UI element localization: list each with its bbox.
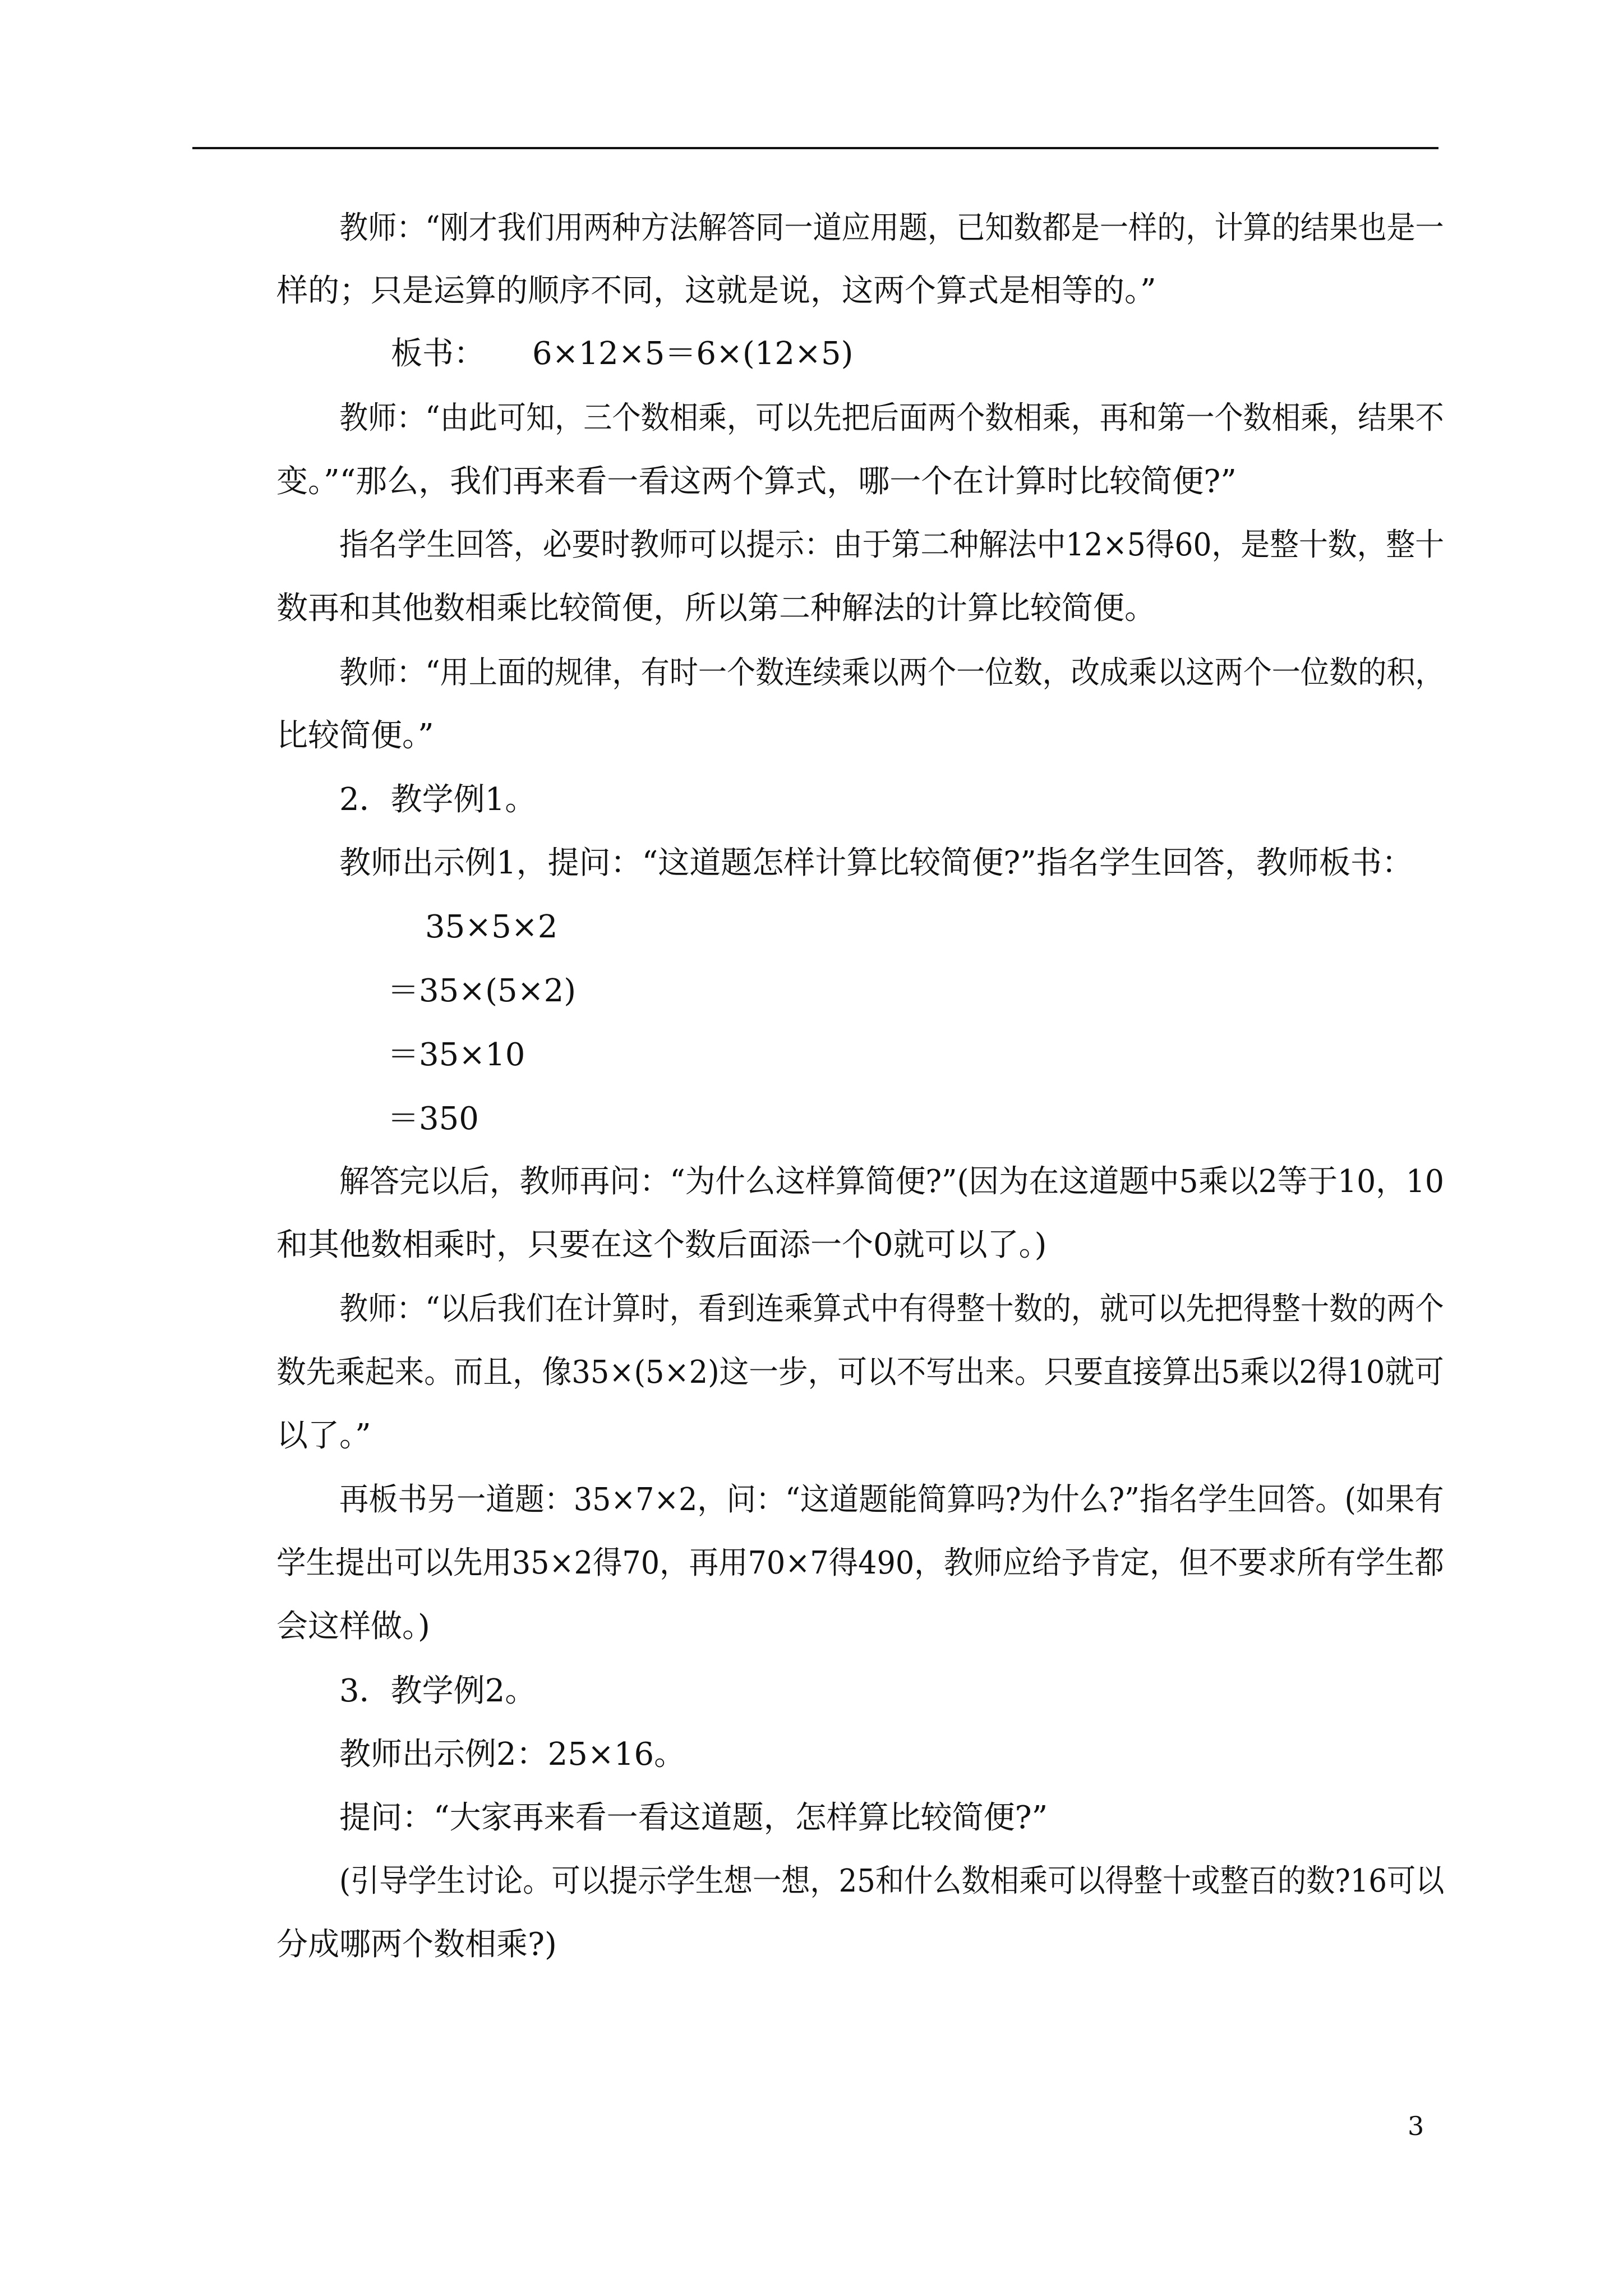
- text-line: 教师出示例1，提问：“这道题怎样计算比较简便?”指名学生回答，教师板书：: [339, 845, 1413, 881]
- section-heading: 3．教学例2。: [339, 1673, 537, 1709]
- text-line: 会这样做。): [276, 1608, 430, 1645]
- text-line: 分成哪两个数相乘?): [276, 1926, 557, 1963]
- text-line: 教师：“以后我们在计算时，看到连乘算式中有得整十数的，就可以先把得整十数的两个: [339, 1291, 1444, 1327]
- page-number: 3: [1408, 2111, 1424, 2141]
- calculation-line: ＝35×(5×2): [388, 973, 577, 1009]
- section-heading: 2．教学例1。: [339, 781, 537, 818]
- text-line: (引导学生讨论。可以提示学生想一想，25和什么数相乘可以得整十或整百的数?16可以: [339, 1863, 1445, 1899]
- text-line: 数先乘起来。而且，像35×(5×2)这一步，可以不写出来。只要直接算出5乘以2得10就可: [276, 1354, 1444, 1391]
- board-formula: 板书： 6×12×5＝6×(12×5): [391, 335, 854, 372]
- text-line: 和其他数相乘时，只要在这个数后面添一个0就可以了。): [276, 1227, 1047, 1263]
- calculation-line: 35×5×2: [425, 909, 558, 945]
- calculation-line: ＝35×10: [388, 1037, 525, 1073]
- text-line: 学生提出可以先用35×2得70，再用70×7得490，教师应给予肯定，但不要求所有学生都: [276, 1545, 1444, 1581]
- text-line: 提问：“大家再来看一看这道题，怎样算比较简便?”: [339, 1800, 1048, 1836]
- text-line: 再板书另一道题：35×7×2，问：“这道题能简算吗?为什么?”指名学生回答。(如果有: [339, 1481, 1444, 1518]
- text-line: 变。”“那么，我们再来看一看这两个算式，哪一个在计算时比较简便?”: [276, 463, 1237, 500]
- text-line: 样的；只是运算的顺序不同，这就是说，这两个算式是相等的。”: [276, 273, 1156, 309]
- text-line: 教师出示例2：25×16。: [339, 1736, 686, 1773]
- text-line: 教师：“刚才我们用两种方法解答同一道应用题，已知数都是一样的，计算的结果也是一: [339, 210, 1444, 246]
- text-line: 以了。”: [276, 1418, 371, 1454]
- calculation-line: ＝350: [388, 1101, 479, 1137]
- text-line: 数再和其他数相乘比较简便，所以第二种解法的计算比较简便。: [276, 590, 1156, 627]
- text-line: 比较简便。”: [276, 717, 434, 754]
- text-line: 指名学生回答，必要时教师可以提示：由于第二种解法中12×5得60，是整十数，整十: [339, 527, 1445, 563]
- text-line: 教师：“由此可知，三个数相乘，可以先把后面两个数相乘，再和第一个数相乘，结果不: [339, 400, 1444, 436]
- header-rule: [192, 147, 1438, 149]
- text-line: 教师：“用上面的规律，有时一个数连续乘以两个一位数，改成乘以这两个一位数的积，: [339, 655, 1444, 691]
- text-line: 解答完以后，教师再问：“为什么这样算简便?”(因为在这道题中5乘以2等于10，10: [339, 1163, 1444, 1200]
